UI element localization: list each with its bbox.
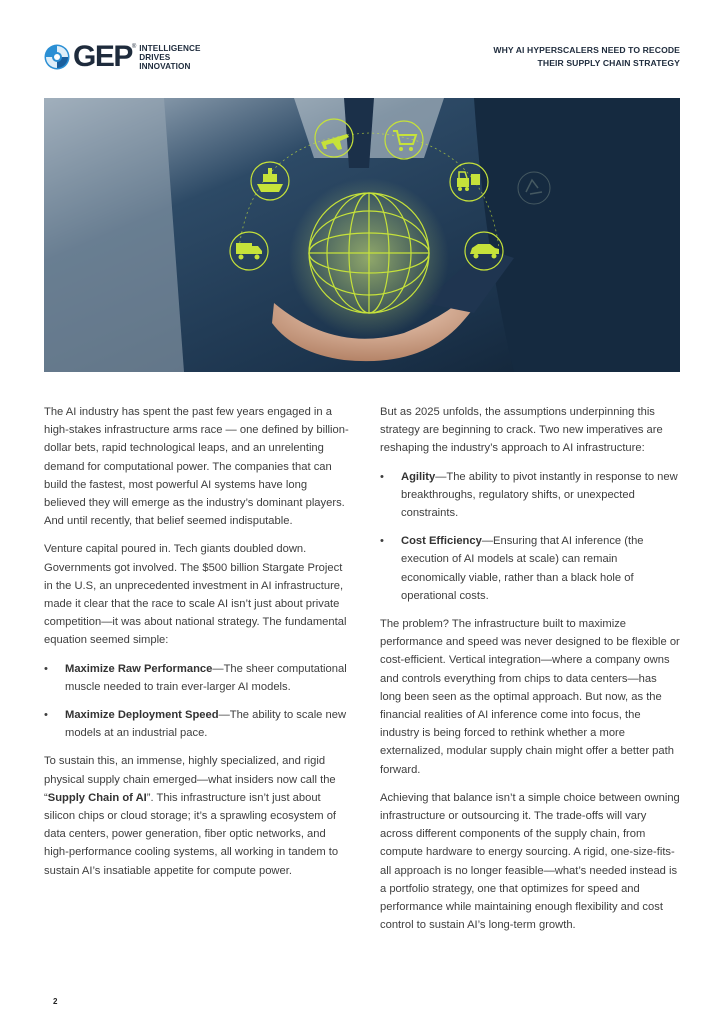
list-item — [44, 660, 349, 696]
right-column — [380, 403, 680, 944]
bullet-text: —The ability to pivot instantly in response to new breakthroughs, regulatory shifts, or unexpected constraints. — [401, 470, 678, 520]
document-title — [493, 44, 680, 69]
bullet-marker: • — [44, 709, 48, 722]
emphasis: Supply Chain of AI — [47, 791, 147, 804]
logo-wordmark: GEP — [73, 40, 132, 73]
registered-mark: ® — [131, 44, 137, 50]
bullet-marker: • — [380, 535, 384, 548]
bullet-list — [44, 660, 349, 743]
bullet-marker: • — [44, 662, 48, 675]
hero-illustration — [44, 98, 680, 372]
title-line: THEIR SUPPLY CHAIN STRATEGY — [537, 57, 680, 68]
list-item — [380, 468, 680, 523]
list-item — [44, 706, 349, 742]
bullet-title: Maximize Raw Performance — [65, 662, 213, 675]
gep-swirl-icon — [44, 44, 70, 70]
list-item — [380, 532, 680, 605]
bullet-title: Maximize Deployment Speed — [65, 709, 219, 722]
bullet-text: —The ability to scale new models at an industrial pace. — [65, 709, 347, 740]
tagline-line: INTELLIGENCE — [139, 43, 201, 53]
text-run: To sustain this, an immense, highly specialized, and rigid physical supply chain emerged—what insiders now call the “ — [44, 755, 336, 804]
title-line: WHY AI HYPERSCALERS NEED TO RECODE — [493, 45, 680, 55]
paragraph: Venture capital poured in. Tech giants doubled down. Governments got involved. The $500 billion Stargate Project in the U.S, an unprecedented investment in AI infrastructure, made it clear that the race to scale AI isn’t just about private competition—it was about national strategy. The fundamental equation seemed simple: — [44, 543, 347, 647]
paragraph — [44, 752, 349, 879]
paragraph: The AI industry has spent the past few years engaged in a high-stakes infrastructure arms race — one defined by billion-dollar bets, rapid technological leaps, and an unrelenting demand for computational power. The companies that can build the fastest, most powerful AI systems have long believed they will emerge as the industry’s dominant players. And until recently, that belief seemed indisputable. — [44, 406, 349, 528]
bullet-text: —Ensuring that AI inference (the execution of AI models at scale) can remain economically viable, rather than a black hole of operational costs. — [401, 535, 644, 602]
bullet-title: Agility — [401, 470, 436, 483]
logo-tagline — [139, 44, 200, 71]
gep-logo — [44, 42, 201, 72]
text-run: ”. This infrastructure isn’t just about silicon chips or cloud storage; it’s a sprawling ecosystem of data centers, power generation, fiber optic networks, and high-performance cooling systems, all working in tandem to sustain AI’s insatiable appetite for compute power. — [44, 791, 339, 877]
left-column — [44, 403, 349, 890]
paragraph: The problem? The infrastructure built to maximize performance and speed was never designed to be flexible or cost-efficient. Vertical integration—where a company owns and controls everything from chips to data centers—has long been seen as the optimal approach. But now, as the financial realities of AI inference come into focus, the industry is being forced to rethink whether a more externalized, modular supply chain might offer a better path forward. — [380, 618, 680, 776]
paragraph: But as 2025 unfolds, the assumptions underpinning this strategy are beginning to crack. Two new imperatives are reshaping the industry’s approach to AI infrastructure: — [380, 406, 663, 455]
tagline-line: INNOVATION — [139, 61, 191, 71]
page-number: 2 — [53, 997, 58, 1006]
hero-image — [44, 98, 680, 372]
bullet-marker: • — [380, 470, 384, 483]
bullet-text: —The sheer computational muscle needed to train ever-larger AI models. — [65, 662, 347, 693]
paragraph: Achieving that balance isn’t a simple choice between owning infrastructure or outsourcing it. The trade-offs will vary across different components of the supply chain, from compute hardware to energy sourcing. A rigid, one-size-fits-all approach is no longer feasible—what’s needed instead is a portfolio strategy, one that optimizes for speed and performance while maintaining enough flexibility and cost control to sustain AI’s long-term growth. — [380, 791, 680, 932]
bullet-title: Cost Efficiency — [401, 535, 482, 548]
bullet-list — [380, 468, 680, 605]
tagline-line: DRIVES — [139, 52, 171, 62]
